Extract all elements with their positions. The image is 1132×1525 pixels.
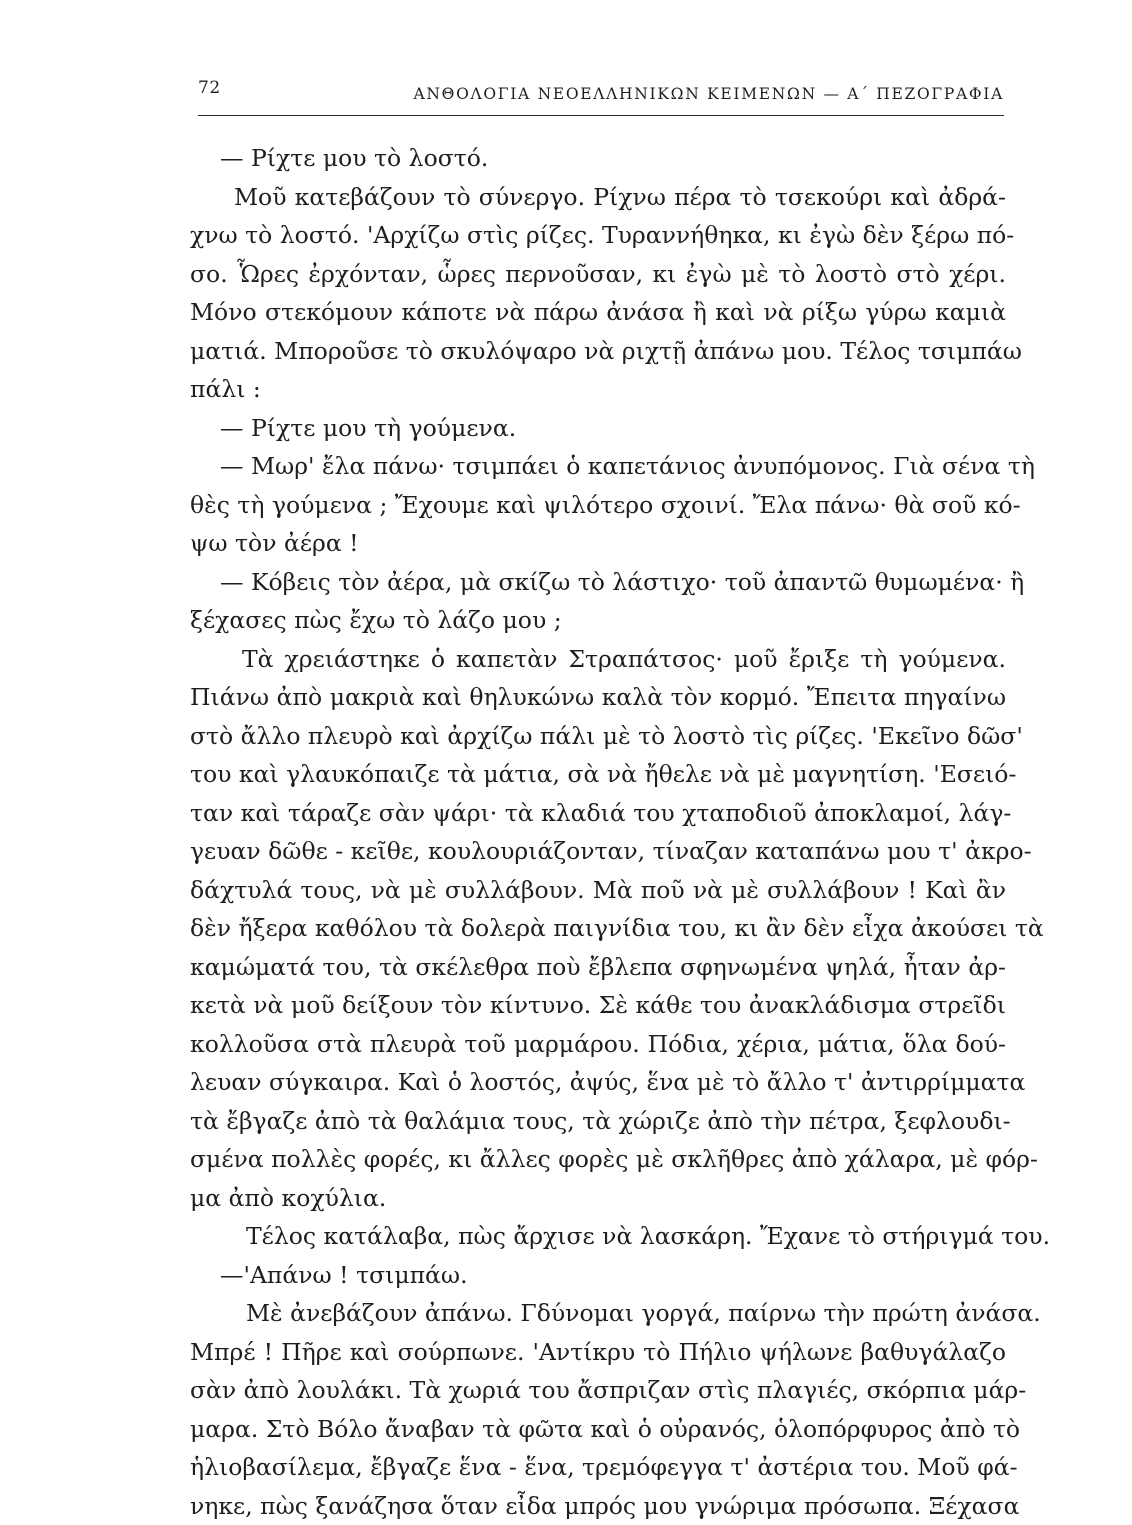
text-line: γευαν δῶθε - κεῖθε, κουλουριάζονταν, τίναζαν καταπάνω μου τ' ἀκρο-	[190, 832, 1006, 871]
running-title: ΑΝΘΟΛΟΓΙΑ ΝΕΟΕΛΛΗΝΙΚΩΝ ΚΕΙΜΕΝΩΝ — Α΄ ΠΕΖΟΓΡΑΦΙΑ	[414, 85, 1005, 103]
text-line: δὲν ἤξερα καθόλου τὰ δολερὰ παιγνίδια του, κι ἂν δὲν εἶχα ἀκούσει τὰ	[190, 909, 1006, 948]
text-line: λευαν σύγκαιρα. Καὶ ὁ λοστός, ἀψύς, ἕνα μὲ τὸ ἄλλο τ' ἀντιρρίμματα	[190, 1063, 1006, 1102]
text-line: δάχτυλά τους, νὰ μὲ συλλάβουν. Μὰ ποῦ νὰ μὲ συλλάβουν ! Καὶ ἂν	[190, 871, 1006, 910]
text-line: πάλι :	[190, 370, 1006, 409]
text-line: Πιάνω ἀπὸ μακριὰ καὶ θηλυκώνω καλὰ τὸν κορμό. Ἔπειτα πηγαίνω	[190, 678, 1006, 717]
page-number: 72	[198, 78, 221, 98]
text-line: στὸ ἄλλο πλευρὸ καὶ ἀρχίζω πάλι μὲ τὸ λοστὸ τὶς ρίζες. 'Εκεῖνο δῶσ'	[190, 717, 1006, 756]
text-line: σο. Ὧρες ἐρχόνταν, ὧρες περνοῦσαν, κι ἐγὼ μὲ τὸ λοστὸ στὸ χέρι.	[190, 255, 1006, 294]
text-line: Μοῦ κατεβάζουν τὸ σύνεργο. Ρίχνω πέρα τὸ τσεκούρι καὶ ἀδρά-	[190, 178, 1006, 217]
text-line: θὲς τὴ γούμενα ; Ἔχουμε καὶ ψιλότερο σχοινί. Ἔλα πάνω· θὰ σοῦ κό-	[190, 486, 1006, 525]
text-line: ξέχασες πὼς ἔχω τὸ λάζο μου ;	[190, 601, 1006, 640]
text-line: σὰν ἀπὸ λουλάκι. Τὰ χωριά του ἄσπριζαν στὶς πλαγιές, σκόρπια μάρ-	[190, 1371, 1006, 1410]
text-line: Μὲ ἀνεβάζουν ἀπάνω. Γδύνομαι γοργά, παίρνω τὴν πρώτη ἀνάσα.	[190, 1294, 1006, 1333]
text-line: Τέλος κατάλαβα, πὼς ἄρχισε νὰ λασκάρη. Ἔχανε τὸ στήριγμά του.	[190, 1217, 1006, 1256]
text-line: ταν καὶ τάραζε σὰν ψάρι· τὰ κλαδιά του χταποδιοῦ ἀποκλαμοί, λάγ-	[190, 794, 1006, 833]
text-line: — Ρίχτε μου τὸ λοστό.	[190, 139, 1006, 178]
text-line: χνω τὸ λοστό. 'Αρχίζω στὶς ρίζες. Τυραννήθηκα, κι ἐγὼ δὲν ξέρω πό-	[190, 216, 1006, 255]
text-line: μαρα. Στὸ Βόλο ἄναβαν τὰ φῶτα καὶ ὁ οὐρανός, ὁλοπόρφυρος ἀπὸ τὸ	[190, 1410, 1006, 1449]
text-line: Μόνο στεκόμουν κάποτε νὰ πάρω ἀνάσα ἢ καὶ νὰ ρίξω γύρω καμιὰ	[190, 293, 1006, 332]
text-line: ματιά. Μποροῦσε τὸ σκυλόψαρο νὰ ριχτῇ ἀπάνω μου. Τέλος τσιμπάω	[190, 332, 1006, 371]
text-line: — Ρίχτε μου τὴ γούμενα.	[190, 409, 1006, 448]
header-rule	[198, 115, 1004, 116]
text-line: — Κόβεις τὸν ἀέρα, μὰ σκίζω τὸ λάστιχο· τοῦ ἀπαντῶ θυμωμένα· ἢ	[190, 563, 1006, 602]
text-line: σμένα πολλὲς φορές, κι ἄλλες φορὲς μὲ σκλῆθρες ἀπὸ χάλαρα, μὲ φόρ-	[190, 1140, 1006, 1179]
text-line: κολλοῦσα στὰ πλευρὰ τοῦ μαρμάρου. Πόδια, χέρια, μάτια, ὅλα δού-	[190, 1025, 1006, 1064]
text-line: Μπρέ ! Πῆρε καὶ σούρπωνε. 'Αντίκρυ τὸ Πήλιο ψήλωνε βαθυγάλαζο	[190, 1333, 1006, 1372]
text-line: μα ἀπὸ κοχύλια.	[190, 1179, 1006, 1218]
text-line: ἡλιοβασίλεμα, ἔβγαζε ἕνα - ἕνα, τρεμόφεγγα τ' ἀστέρια του. Μοῦ φά-	[190, 1448, 1006, 1487]
text-line: —'Απάνω ! τσιμπάω.	[190, 1256, 1006, 1295]
text-line: κετὰ νὰ μοῦ δείξουν τὸν κίντυνο. Σὲ κάθε του ἀνακλάδισμα στρεῖδι	[190, 986, 1006, 1025]
body-text	[190, 139, 1006, 1525]
text-line: — Μωρ' ἔλα πάνω· τσιμπάει ὁ καπετάνιος ἀνυπόμονος. Γιὰ σένα τὴ	[190, 447, 1006, 486]
page-header	[198, 78, 1004, 104]
text-line: Τὰ χρειάστηκε ὁ καπετὰν Στραπάτσος· μοῦ ἔριξε τὴ γούμενα.	[190, 640, 1006, 679]
text-line: καμώματά του, τὰ σκέλεθρα ποὺ ἔβλεπα σφηνωμένα ψηλά, ἦταν ἀρ-	[190, 948, 1006, 987]
text-line: νηκε, πὼς ξανάζησα ὅταν εἶδα μπρός μου γνώριμα πρόσωπα. Ξέχασα	[190, 1487, 1006, 1525]
text-line: του καὶ γλαυκόπαιζε τὰ μάτια, σὰ νὰ ἤθελε νὰ μὲ μαγνητίση. 'Εσειό-	[190, 755, 1006, 794]
text-line: ψω τὸν ἀέρα !	[190, 524, 1006, 563]
text-line: τὰ ἔβγαζε ἀπὸ τὰ θαλάμια τους, τὰ χώριζε ἀπὸ τὴν πέτρα, ξεφλουδι-	[190, 1102, 1006, 1141]
